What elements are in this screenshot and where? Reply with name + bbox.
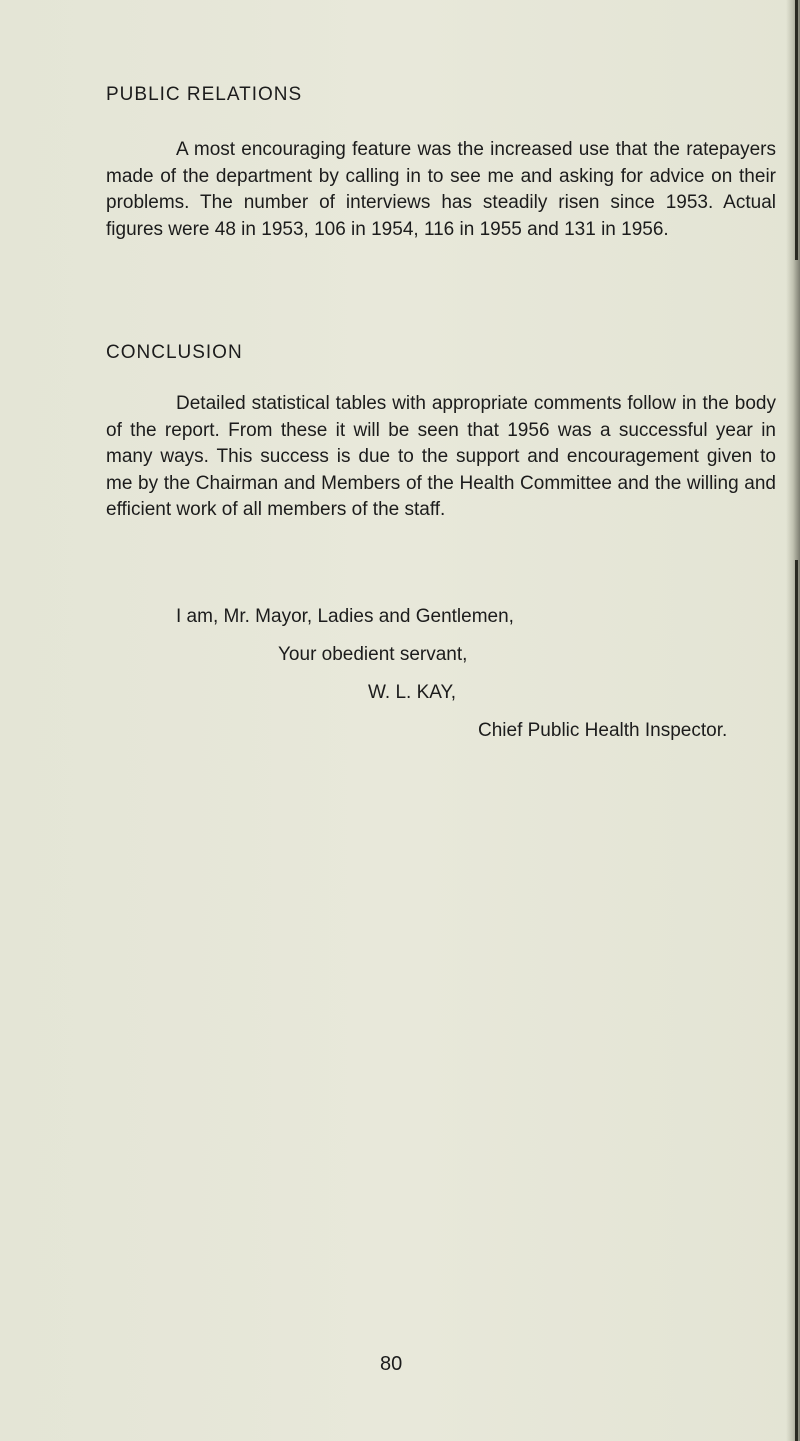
signature-salutation: I am, Mr. Mayor, Ladies and Gentlemen, xyxy=(176,606,514,627)
section-heading-conclusion: CONCLUSION xyxy=(106,342,243,363)
signature-closing: Your obedient servant, xyxy=(278,644,468,665)
section-heading-public-relations: PUBLIC RELATIONS xyxy=(106,84,303,105)
signature-title: Chief Public Health Inspector. xyxy=(478,720,728,741)
page-edge-line xyxy=(795,560,798,1441)
section-body-conclusion: Detailed statistical tables with appropriate comments follow in the body of the report. From these it will be seen that 1956 was a successful year in many ways. This success is due to the support and encouragement given to me by the Chairman and Members of the Health Committee and the willing and efficient work of all members of the staff. xyxy=(106,393,776,520)
page-number: 80 xyxy=(380,1353,403,1375)
page-edge-line xyxy=(795,0,798,260)
section-body-public-relations: A most encouraging feature was the increased use that the ratepayers made of the department by calling in to see me and asking for advice on their problems. The number of interviews has steadily risen since 1953. Actual figures were 48 in 1953, 106 in 1954, 116 in 1955 and 131 in 1956. xyxy=(106,139,776,240)
signature-name: W. L. KAY, xyxy=(368,682,457,703)
